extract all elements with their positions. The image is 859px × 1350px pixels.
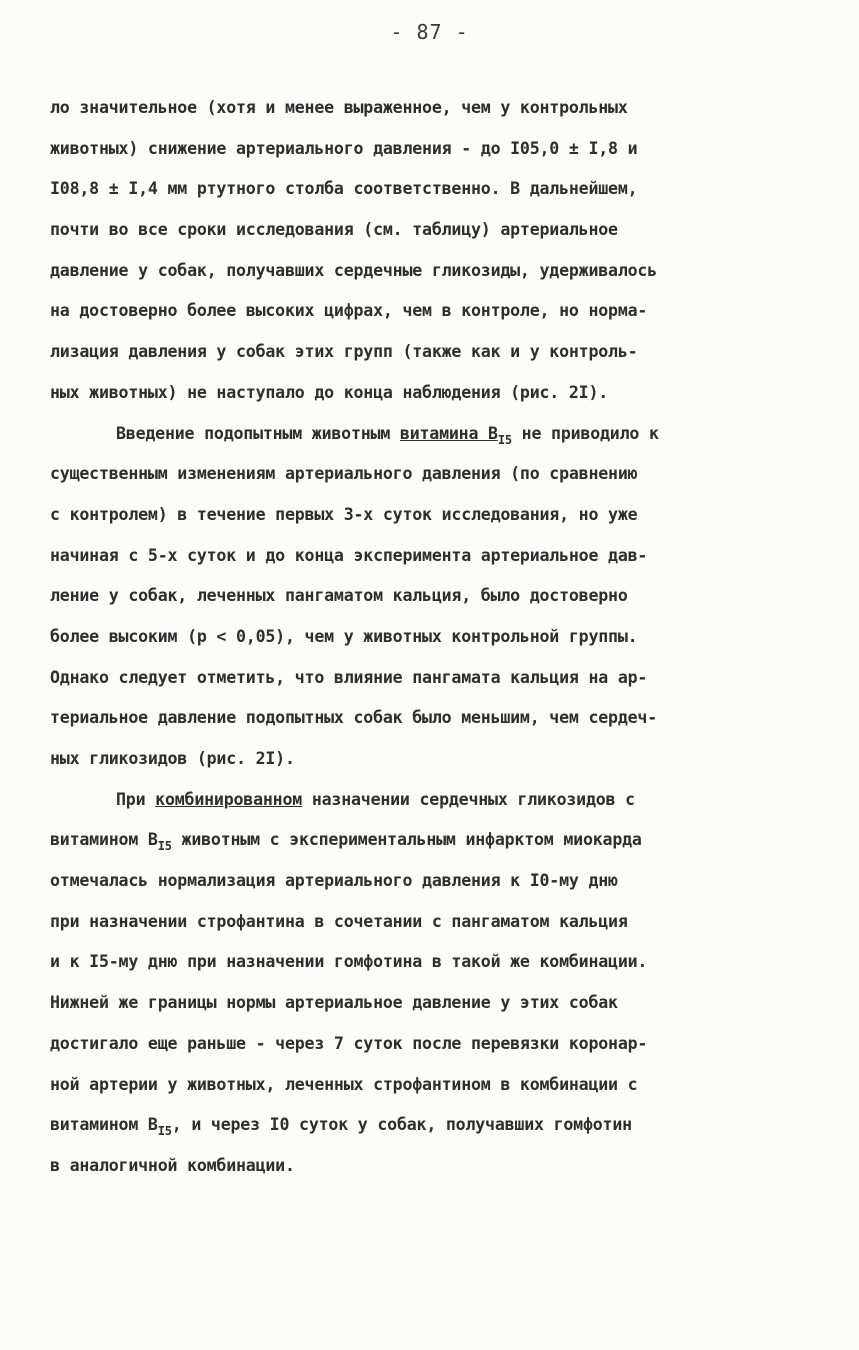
text-line: более высоким (р < 0,05), чем у животных контрольной группы.: [50, 626, 638, 646]
text-line: отмечалась нормализация артериального давления к I0-му дню: [50, 871, 618, 891]
text-line: в аналогичной комбинации.: [50, 1155, 295, 1175]
text-line: достигало еще раньше - через 7 суток после перевязки коронар-: [50, 1033, 648, 1053]
subscript: I5: [157, 839, 172, 854]
underlined-term: комбинированном: [155, 789, 303, 809]
page-number: - 87 -: [390, 20, 469, 44]
text-line: почти во все сроки исследования (см. таблицу) артериальное: [50, 220, 618, 240]
text-line: витамином $В_{I5}$, и через I0 суток у собак, получавших гомфотин: [50, 1115, 632, 1139]
paragraph-start-line: Введение подопытным животным витамина $В_{I5}$ не приводило к: [116, 423, 659, 447]
subscript: I5: [497, 432, 512, 447]
text-line: Однако следует отметить, что влияние пангамата кальция на ар-: [50, 667, 648, 687]
body-text: [50, 88, 820, 1187]
text-line: ной артерии у животных, леченных строфантином в комбинации с: [50, 1074, 638, 1094]
subscript: I5: [157, 1124, 172, 1139]
text-line: ло значительное (хотя и менее выраженное, чем у контрольных: [50, 98, 628, 117]
text-line: лизация давления у собак этих групп (также как и у контроль-: [50, 342, 638, 362]
text-line: Нижней же границы нормы артериальное давление у этих собак: [50, 993, 618, 1013]
text-line: териальное давление подопытных собак было меньшим, чем сердеч-: [50, 708, 657, 728]
text-line: и к I5-му дню при назначении гомфотина в такой же комбинации.: [50, 952, 648, 972]
text-line: животных) снижение артериального давления - до I05,0 ± I,8 и: [50, 138, 638, 158]
paragraph-start-line: При комбинированном назначении сердечных гликозидов с: [116, 789, 635, 809]
text-line: ных животных) не наступало до конца наблюдения (рис. 2I).: [50, 382, 609, 402]
text-line: начиная с 5-х суток и до конца эксперимента артериальное дав-: [50, 545, 648, 565]
text-line: ление у собак, леченных пангаматом кальция, было достоверно: [50, 586, 628, 606]
text-line: давление у собак, получавших сердечные гликозиды, удерживалось: [50, 260, 657, 280]
underlined-term: витамина В: [399, 423, 498, 443]
text-line: при назначении строфантина в сочетании с пангаматом кальция: [50, 911, 628, 931]
text-line: на достоверно более высоких цифрах, чем в контроле, но норма-: [50, 301, 648, 321]
text-line: витамином $В_{I5}$ животным с экспериментальным инфарктом миокарда: [50, 830, 642, 854]
text-line: с контролем) в течение первых 3-х суток исследования, но уже: [50, 504, 638, 524]
text-line: I08,8 ± I,4 мм ртутного столба соответственно. В дальнейшем,: [50, 179, 638, 199]
text-line: ных гликозидов (рис. 2I).: [50, 749, 295, 768]
text-line: существенным изменениям артериального давления (по сравнению: [50, 464, 638, 484]
